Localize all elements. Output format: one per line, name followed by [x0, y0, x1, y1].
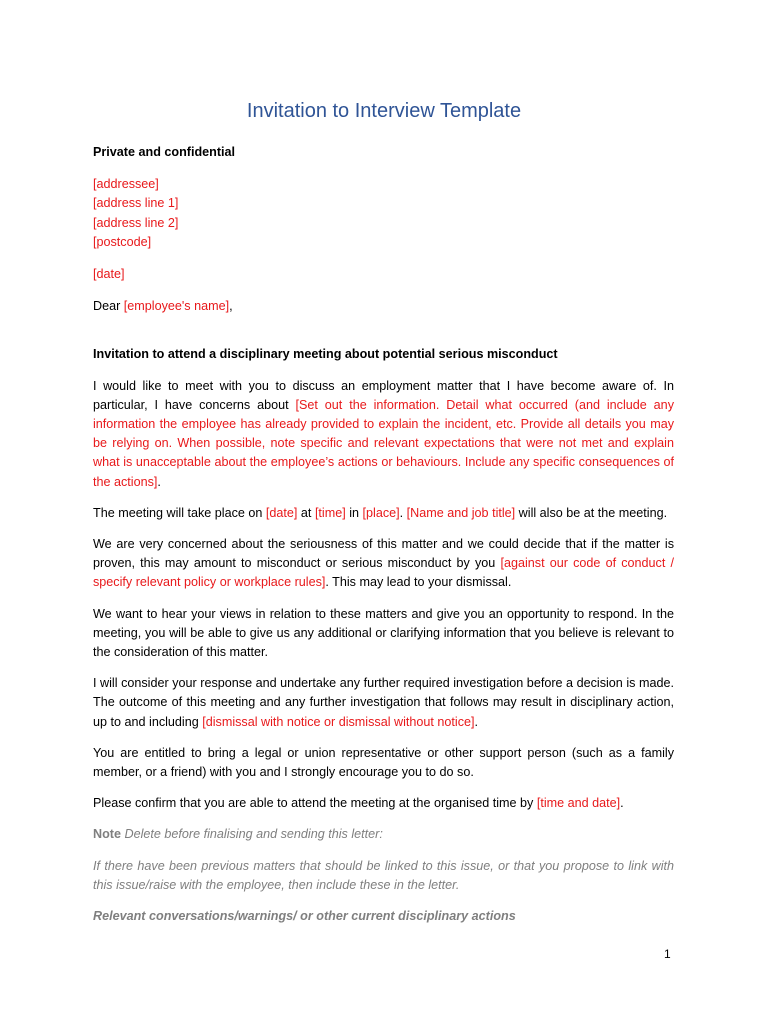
- note-body: If there have been previous matters that should be linked to this issue, or that you propose to link with this issue/raise with the employee, then include these in the letter.: [93, 858, 674, 892]
- address-line-2: [address line 2]: [93, 215, 179, 230]
- outcome-intro: I will consider your response and undertake any further required investigation before a decision is made. The outcome of this meeting and any further investigation that follows may result in disciplinary action, up to and including: [93, 676, 674, 729]
- meeting-dot: .: [399, 505, 407, 520]
- concerns-end: .: [157, 474, 161, 489]
- policy-placeholder: [against our code of conduct / specify relevant policy or workplace rules]: [93, 556, 674, 590]
- note-label: Note: [93, 827, 121, 842]
- salutation-suffix: ,: [229, 299, 233, 314]
- subject-line: Invitation to attend a disciplinary meeting about potential serious misconduct: [93, 347, 558, 362]
- paragraph-outcome: [93, 674, 674, 732]
- meeting-end: will also be at the meeting.: [515, 505, 668, 520]
- paragraph-confirm: [93, 794, 674, 813]
- meeting-in: in: [345, 505, 363, 520]
- page-number: 1: [664, 947, 671, 961]
- concerns-intro: I would like to meet with you to discuss an employment matter that I have become aware of. In particular, I have concerns about: [93, 378, 674, 412]
- paragraph-meeting-details: [93, 504, 674, 523]
- outcome-end: .: [474, 714, 479, 729]
- paragraph-representative: You are entitled to bring a legal or union representative or other support person (such as a family member, or a friend) with you and I strongly encourage you to do so.: [93, 745, 674, 780]
- note-line: [93, 825, 674, 844]
- letter-date: [date]: [93, 267, 125, 282]
- address-line-1: [address line 1]: [93, 196, 179, 211]
- paragraph-views: We want to hear your views in relation to these matters and give you an opportunity to respond. In the meeting, you will be able to give us any additional or clarifying information that you believe is relevant to the consideration of this matter.: [93, 606, 674, 660]
- time-date-placeholder: [time and date]: [536, 796, 621, 811]
- concerns-placeholder: [Set out the information. Detail what occurred (and include any information the employee has already provided to explain the incident, etc. Provide all details you may be relying on. When possible, note specific and relevant expectations that were not met and explain what is unacceptable about the employee’s actions or behaviours. Include any specific consequences of the actions]: [93, 397, 674, 489]
- note-heading: Relevant conversations/warnings/ or other current disciplinary actions: [93, 909, 516, 924]
- meeting-date-placeholder: [date]: [265, 505, 298, 520]
- salutation-prefix: Dear: [93, 299, 124, 314]
- seriousness-intro: We are very concerned about the seriousness of this matter and we could decide that if the matter is proven, this may amount to misconduct or serious misconduct by you: [93, 537, 674, 571]
- confidential-label: Private and confidential: [93, 145, 236, 159]
- paragraph-concerns: [93, 377, 674, 492]
- meeting-intro: The meeting will take place on: [93, 505, 266, 520]
- address-addressee: [addressee]: [93, 177, 159, 192]
- attendee-placeholder: [Name and job title]: [406, 505, 516, 520]
- salutation: [93, 297, 674, 316]
- confirm-end: .: [620, 796, 624, 811]
- employee-name-placeholder: [employee's name]: [123, 299, 230, 314]
- paragraph-seriousness: [93, 535, 674, 593]
- meeting-time-placeholder: [time]: [314, 505, 346, 520]
- seriousness-end: . This may lead to your dismissal.: [325, 575, 512, 590]
- meeting-at: at: [297, 505, 315, 520]
- dismissal-placeholder: [dismissal with notice or dismissal without notice]: [202, 714, 475, 729]
- confirm-intro: Please confirm that you are able to attend the meeting at the organised time by: [93, 796, 537, 811]
- address-postcode: [postcode]: [93, 234, 152, 249]
- page-title: Invitation to Interview Template: [246, 100, 522, 122]
- note-text: Delete before finalising and sending this letter:: [121, 827, 383, 842]
- meeting-place-placeholder: [place]: [362, 505, 400, 520]
- letter-body: [93, 143, 674, 926]
